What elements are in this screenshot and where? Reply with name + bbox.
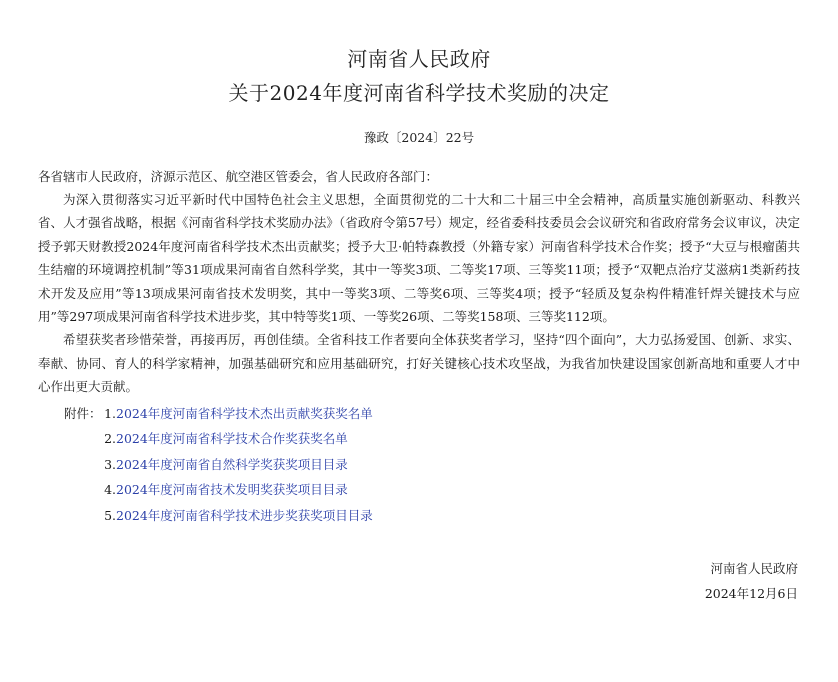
attachment-number: 4. xyxy=(104,482,116,498)
document-number: 豫政〔2024〕22号 xyxy=(363,130,475,145)
attachment-item-4 xyxy=(38,477,800,503)
attachment-item-1 xyxy=(38,401,800,427)
attachment-number: 5. xyxy=(104,507,116,523)
attachment-number: 1. xyxy=(104,405,116,421)
body-paragraph-1: 为深入贯彻落实习近平新时代中国特色社会主义思想，全面贯彻党的二十大和二十届三中全会精神，高质量实施创新驱动、科教兴省、人才强省战略，根据《河南省科学技术奖励办法》（省政府令第57号）规定，经省委科技委员会会议研究和省政府常务会议审议，决定授予郭天财教授2024年度河南省科学技术杰出贡献奖；授予大卫·帕特森教授（外籍专家）河南省科学技术合作奖；授予“大豆与根瘤菌共生结瘤的环境调控机制”等31项成果河南省自然科学奖，其中一等奖3项、二等奖17项、三等奖11项；授予“双靶点治疗艾滋病1类新药技术开发及应用”等13项成果河南省技术发明奖，其中一等奖3项、二等奖6项、三等奖4项；授予“轻质及复杂构件精准钎焊关键技术与应用”等297项成果河南省科学技术进步奖，其中特等奖1项、一等奖26项、二等奖158项、三等奖112项。 xyxy=(38,192,800,325)
attachment-link-4[interactable]: 2024年度河南省技术发明奖获奖项目目录 xyxy=(116,482,348,498)
title-block xyxy=(38,0,800,110)
attachment-item-2 xyxy=(38,426,800,452)
signature-block xyxy=(705,556,798,606)
document-title: 关于2024年度河南省科学技术奖励的决定 xyxy=(228,81,610,105)
attachments-list xyxy=(38,401,800,529)
attachment-link-2[interactable]: 2024年度河南省科学技术合作奖获奖名单 xyxy=(116,431,348,447)
attachment-link-1[interactable]: 2024年度河南省科学技术杰出贡献奖获奖名单 xyxy=(116,405,373,421)
attachment-item-3 xyxy=(38,452,800,478)
attachment-item-5 xyxy=(38,503,800,529)
signature-date: 2024年12月6日 xyxy=(704,586,798,601)
attachment-link-3[interactable]: 2024年度河南省自然科学奖获奖项目目录 xyxy=(116,456,348,472)
body-paragraph-2: 希望获奖者珍惜荣誉，再接再厉，再创佳绩。全省科技工作者要向全体获奖者学习，坚持“四个面向”，大力弘扬爱国、创新、求实、奉献、协同、育人的科学家精神，加强基础研究和应用基础研究，打好关键核心技术攻坚战，为我省加快建设国家创新高地和重要人才中心作出更大贡献。 xyxy=(38,332,800,395)
addressee: 各省辖市人民政府，济源示范区、航空港区管委会，省人民政府各部门： xyxy=(38,169,439,184)
issuer-title: 河南省人民政府 xyxy=(347,47,491,71)
signature-issuer: 河南省人民政府 xyxy=(710,561,798,576)
attachment-link-5[interactable]: 2024年度河南省科学技术进步奖获奖项目目录 xyxy=(116,507,373,523)
attachment-number: 3. xyxy=(104,456,116,472)
attachments-prefix: 附件： xyxy=(64,405,102,421)
attachment-number: 2. xyxy=(104,431,116,447)
